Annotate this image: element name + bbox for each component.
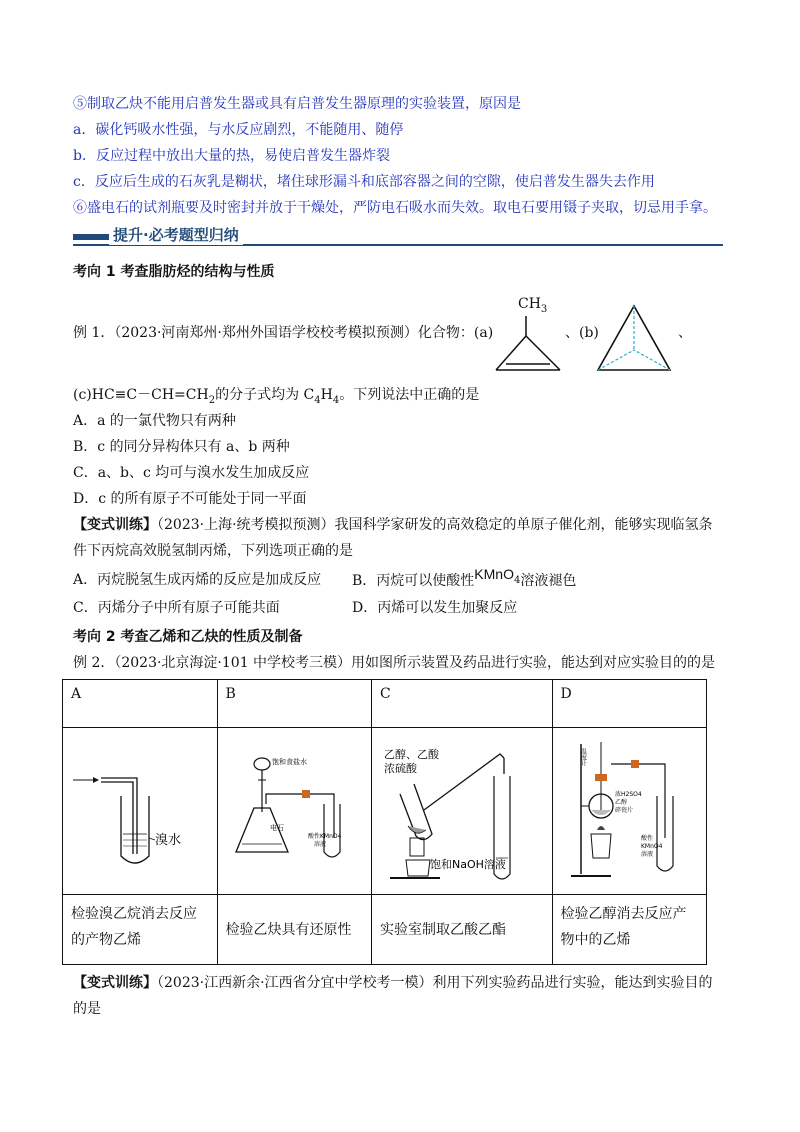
- intro-line-3: b．反应过程中放出大量的热，易使启普发生器炸裂: [73, 148, 390, 164]
- label-ethanol-acetic: 乙醇、乙酸: [384, 748, 439, 761]
- label-d-acidic: 酸性: [640, 835, 653, 842]
- section-banner: [73, 224, 723, 246]
- example-2-stem: 例 2．（2023·北京海淀·101 中学校考三模）用如图所示装置及药品进行实验，能达到对应实验目的的是: [73, 655, 716, 671]
- label-thermometer: 温度计: [579, 748, 586, 766]
- caption-cell-a: 检验溴乙烷消去反应的产物乙烯: [63, 895, 218, 965]
- apparatus-b-figure: [226, 734, 356, 884]
- banner-title: 提升·必考题型归纳: [109, 224, 243, 245]
- variant-1-option-b: B．丙烷可以使酸性KMnO$_4$溶液褪色: [352, 566, 577, 589]
- table-caption-row: [63, 895, 707, 965]
- example-1-stem: [73, 323, 493, 343]
- table-figure-row: [63, 728, 707, 895]
- variant-1-line-1: 【变式训练】（2023·上海·统考模拟预测）我国科学家研发的高效稳定的单原子催化剂，能够实现临氢条: [73, 517, 713, 533]
- variant-1-option-c: C．丙烯分子中所有原子可能共面: [73, 600, 280, 616]
- label-brine: 饱和食盐水: [271, 758, 307, 766]
- label-d-kmno4: KMnO4: [640, 843, 662, 850]
- header-cell-d: D: [552, 680, 707, 728]
- intro-line-1: ⑤制取乙炔不能用启普发生器或具有启普发生器原理的实验装置，原因是: [73, 96, 521, 112]
- intro-line-2: a．碳化钙吸水性强，与水反应剧烈，不能随用、随停: [73, 122, 404, 138]
- example-1-compound-c: $(c)HC\equiv C-CH=CH_2$的分子式均为 $C_4H_4$。下列说法中正确的是: [73, 387, 480, 406]
- variant-2-line-1: 【变式训练】（2023·江西新余·江西省分宜中学校考一模）利用下列实验药品进行实验，能达到实验目的: [73, 975, 713, 991]
- label-d-sulfuric: 浓H2SO4: [614, 791, 642, 798]
- header-cell-c: C: [372, 680, 553, 728]
- label-d-ethanol: 乙醇: [614, 799, 627, 806]
- example-1-option-b: B．c 的同分异构体只有 a、b 两种: [73, 439, 290, 455]
- figure-cell-d: [552, 728, 707, 895]
- header-cell-a: A: [63, 680, 218, 728]
- label-bromine-water: 溴水: [155, 833, 182, 848]
- caption-cell-c: 实验室制取乙酸乙酯: [372, 895, 553, 965]
- variant-1-option-d: D．丙烯可以发生加聚反应: [352, 600, 518, 616]
- label-porcelain: 碎瓷片: [614, 807, 633, 814]
- apparatus-a-figure: [71, 734, 201, 884]
- figure-cell-b: [217, 728, 372, 895]
- label-naoh-solution: 饱和NaOH溶液: [430, 858, 506, 871]
- variant-1-option-a: A．丙烷脱氢生成丙烯的反应是加成反应: [73, 572, 322, 588]
- structure-b-label: 、(b): [565, 325, 599, 341]
- intro-line-4: c．反应后生成的石灰乳是糊状，堵住球形漏斗和底部容器之间的空隙，使启普发生器失去作用: [73, 174, 655, 190]
- example-1-option-d: D．c 的所有原子不可能处于同一平面: [73, 491, 307, 507]
- caption-cell-b: 检验乙炔具有还原性: [217, 895, 372, 965]
- structure-separator: 、: [678, 325, 692, 341]
- example-1-option-c: C．a、b、c 均可与溴水发生加成反应: [73, 465, 310, 481]
- caption-cell-d: 检验乙醇消去反应产物中的乙烯: [552, 895, 707, 965]
- label-kmno4: 酸性KMnO4: [307, 833, 341, 840]
- figure-cell-a: [63, 728, 218, 895]
- figure-cell-c: [372, 728, 553, 895]
- example-1-stem-text: 例 1．（2023·河南郑州·郑州外国语学校校考模拟预测）化合物：(a): [73, 325, 494, 341]
- label-solution-b: 溶液: [313, 841, 326, 848]
- ch3-label: $CH_3$: [518, 296, 548, 315]
- table-header-row: [63, 680, 707, 728]
- experiment-table: [62, 679, 707, 965]
- example-1-option-a: A．a 的一氯代物只有两种: [73, 413, 236, 429]
- topic-1-heading: 考向 1 考查脂肪烃的结构与性质: [73, 264, 275, 280]
- apparatus-d-figure: [561, 734, 691, 884]
- label-d-solution: 溶液: [640, 851, 653, 858]
- variant-1-line-2: 件下丙烷高效脱氢制丙烯，下列选项正确的是: [73, 543, 353, 559]
- topic-2-heading: 考向 2 考查乙烯和乙炔的性质及制备: [73, 629, 303, 645]
- header-cell-b: B: [217, 680, 372, 728]
- label-calcium-carbide: 电石: [269, 824, 284, 832]
- label-conc-sulfuric: 浓硫酸: [384, 762, 417, 775]
- structure-b-figure: [594, 302, 674, 374]
- intro-line-5: ⑥盛电石的试剂瓶要及时密封并放于干燥处，严防电石吸水而失效。取电石要用镊子夹取，切忌用手拿。: [73, 200, 717, 216]
- variant-2-line-2: 的是: [73, 1001, 101, 1017]
- apparatus-c-figure: [380, 734, 536, 884]
